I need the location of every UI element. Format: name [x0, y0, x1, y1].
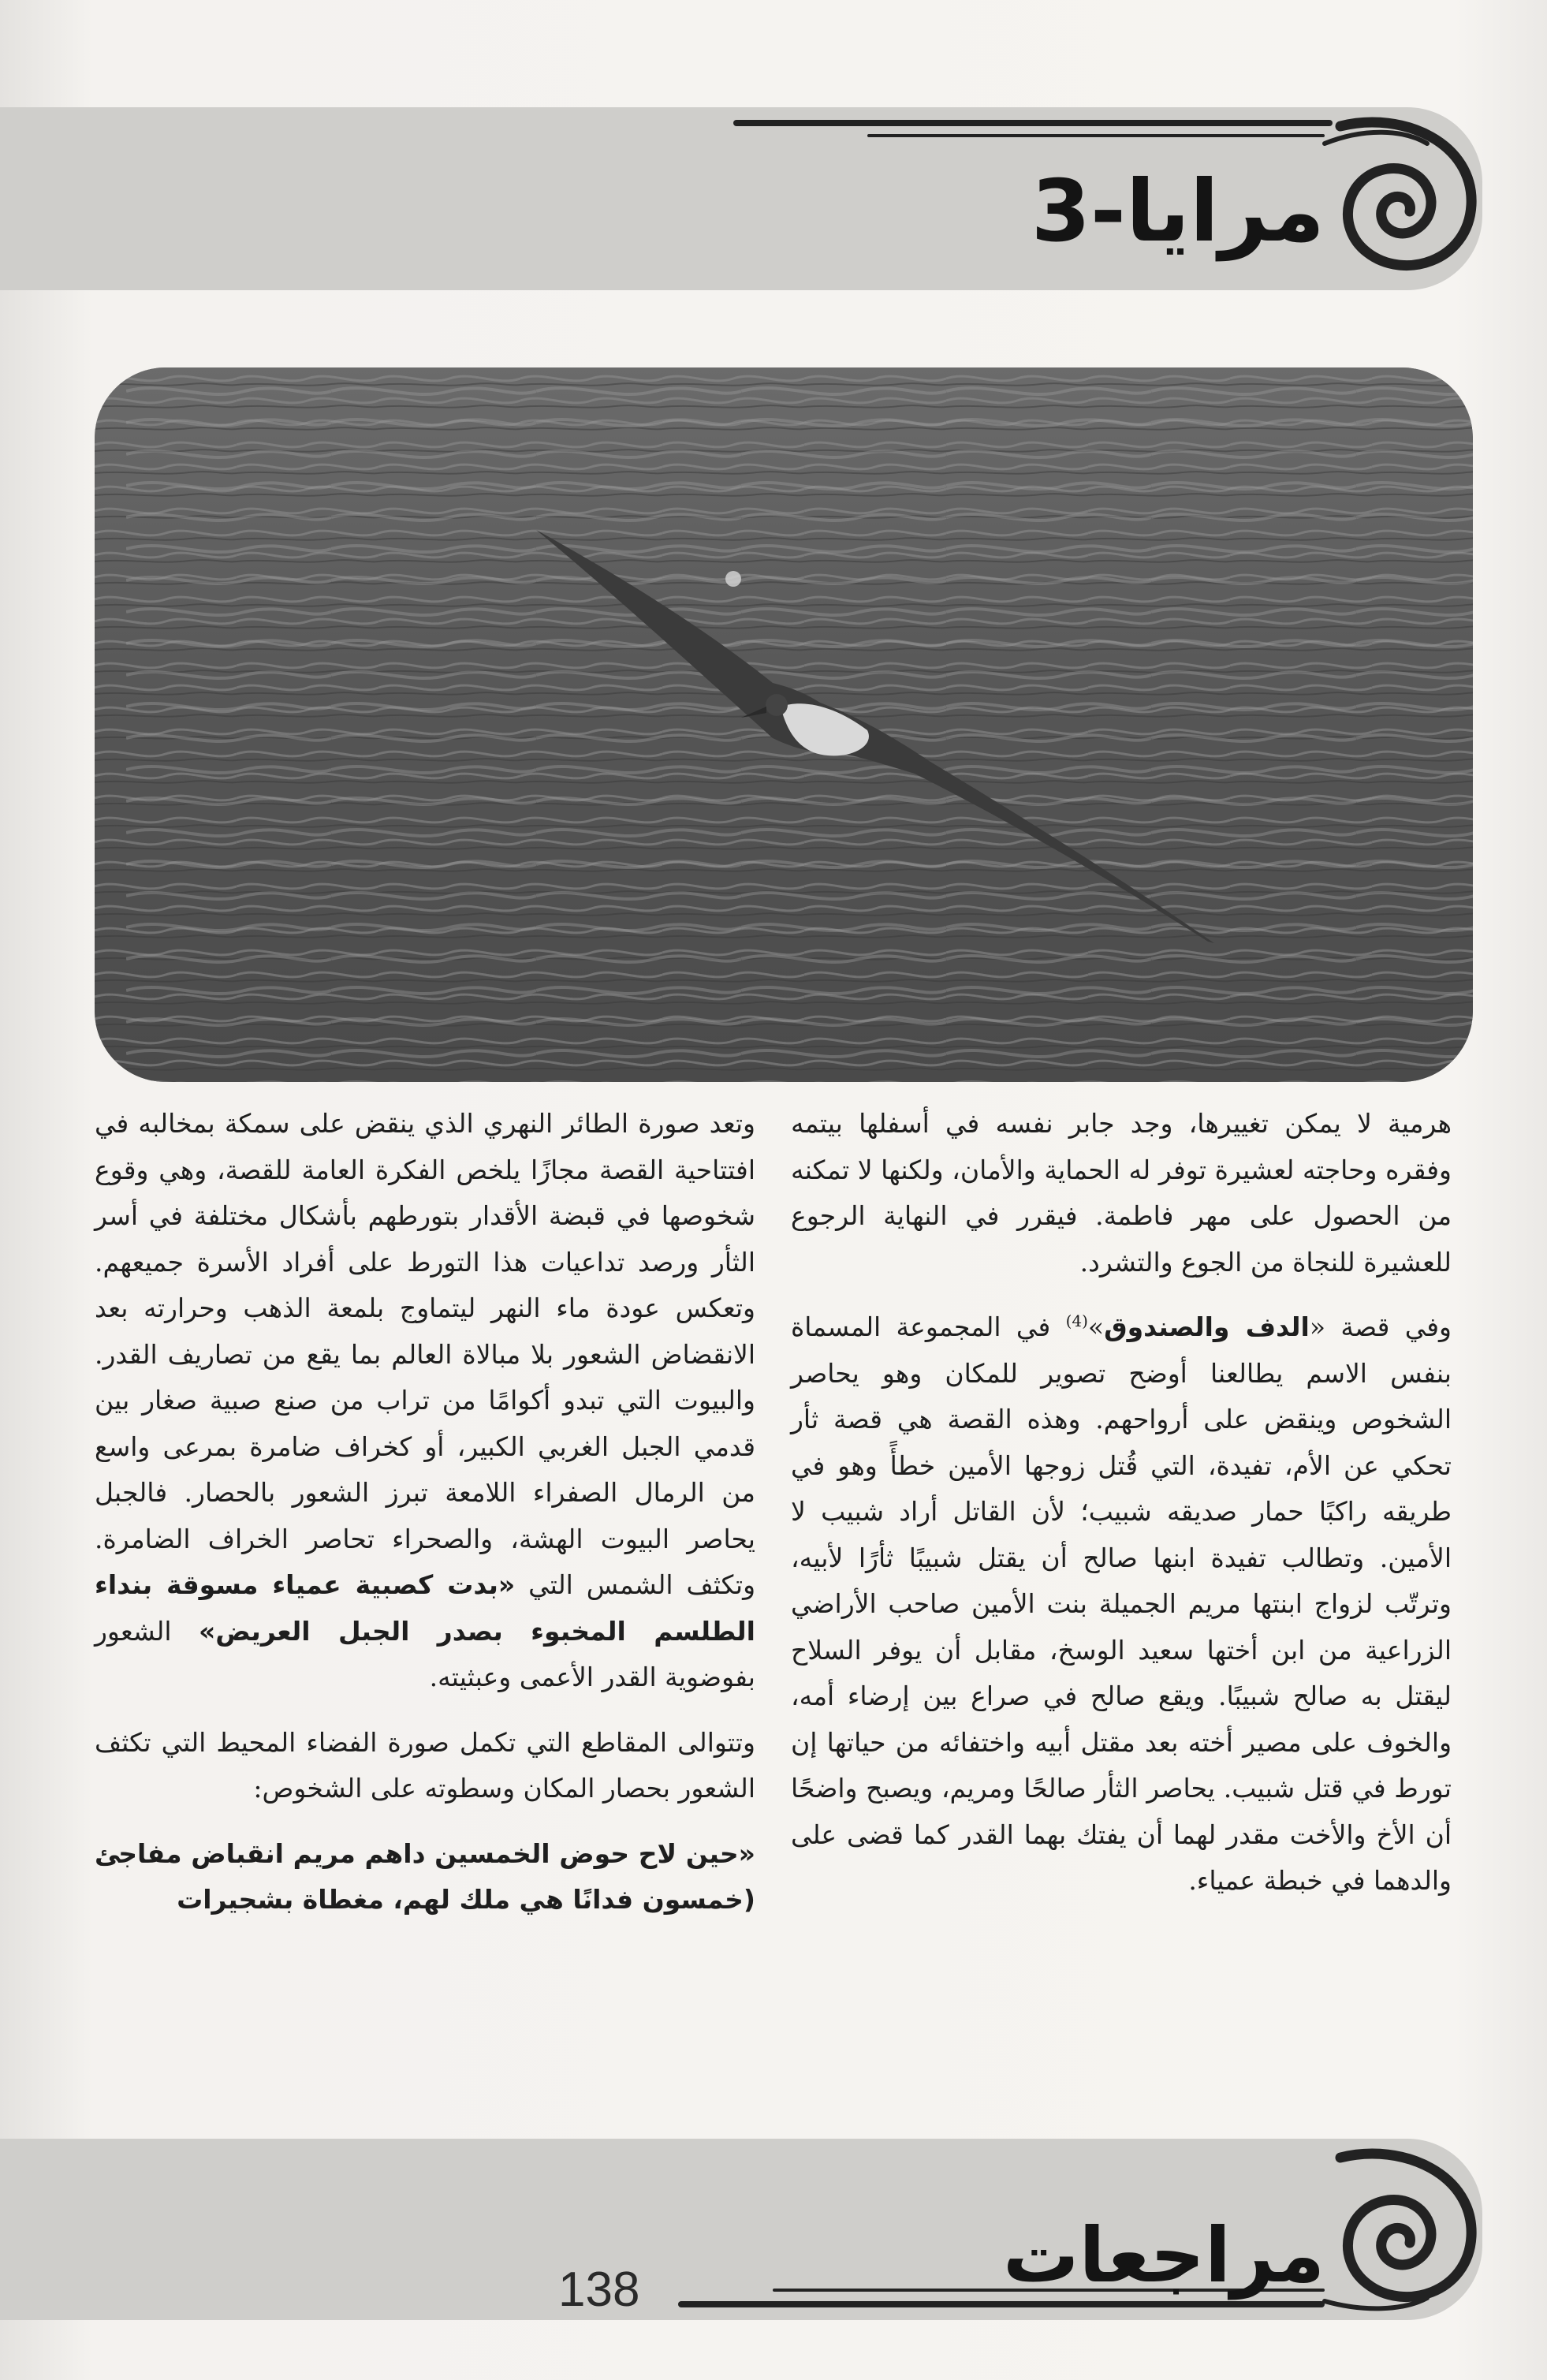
story-title: الدف والصندوق — [1104, 1311, 1310, 1342]
text-column-right — [791, 1101, 1452, 1904]
header-rule — [733, 120, 1333, 126]
footer-title: مراجعات — [1003, 2211, 1325, 2300]
paragraph: وتتوالى المقاطع التي تكمل صورة الفضاء المحيط التي تكثف الشعور بحصار المكان وسطوته على الشخوص: — [95, 1726, 755, 1804]
quote-mark: » — [1087, 1311, 1105, 1342]
header-rule-thin — [867, 134, 1325, 137]
paragraph — [791, 1304, 1452, 1904]
header-title: مرايا-3 — [1031, 162, 1325, 261]
bold-quote: «حين لاح حوض الخمسين داهم مريم انقباض مفاجئ (خمسون فدانًا هي ملك لهم، مغطاة بشجيرات — [95, 1837, 755, 1915]
text-column-left — [95, 1101, 755, 1923]
paragraph — [95, 1101, 755, 1701]
paragraph-end: الشعور بفوضوية القدر الأعمى وعبثيته. — [95, 1615, 755, 1692]
footnote-marker: (4) — [1065, 1311, 1088, 1330]
paragraph-body: وتعد صورة الطائر النهري الذي ينقض على سمكة بمخالبه في افتتاحية القصة مجازًا يلخص الفكرة العامة للقصة، وهي وقوع شخوصها في قبضة الأقدار بتورطهم بأشكال مختلفة في أسر الثأر ورصد تداعيات هذا التورط على أفراد الأسرة جميعهم. وتعكس عودة ماء النهر ليتماوج بلمعة الذهب وحرارته بعد الانقضاض الشعور بلا مبالاة العالم بما يقع من تصاريف القدر. والبيوت التي تبدو أكوامًا من تراب من صنع صبية صغار بين قدمي الجبل الغربي الكبير، أو كخراف ضامرة بمرعى واسع من الرمال الصفراء اللامعة تبرز الشعور بالحصار. فالجبل يحاصر البيوت الهشة، والصحراء تحاصر الخراف الضامرة. وتكثف الشمس التي — [95, 1108, 755, 1600]
page-number: 138 — [558, 2262, 640, 2317]
paragraph-lead: وفي قصة « — [1309, 1311, 1452, 1342]
paragraph-body: في المجموعة المسماة بنفس الاسم يطالعنا أوضح تصوير للمكان وهو يحاصر الشخوص وينقض على أرواحهم. وهذه القصة هي قصة ثأر تحكي عن الأم، تفيدة، التي قُتل زوجها الأمين خطأً وهو في طريقه راكبًا حمار صديقه شبيب؛ لأن القاتل أراد شبيب لا الأمين. وتطالب تفيدة ابنها صالح أن يقتل شبيبًا ثأرًا لأبيه، وترتّب لزواج ابنتها مريم الجميلة بنت الأمين صاحب الأراضي الزراعية من ابن أختها سعيد الوسخ، مقابل أن يوفر السلاح ليقتل به صالح شبيبًا. ويقع صالح في صراع بين إرضاء أمه، والخوف على مصير أخته بعد مقتل أبيه واختفائه من حياتها إن تورط في قتل شبيب. يحاصر الثأر صالحًا ومريم، ويصبح واضحًا أن الأخ والأخت مقدر لهما أن يفتك بهما القدر كما قضى على والدهما في خبطة عمياء. — [791, 1311, 1452, 1896]
paragraph — [95, 1831, 755, 1923]
spiral-ornament-icon — [1309, 2143, 1482, 2317]
bold-quote: «بدت كصبية عمياء مسوقة بنداء الطلسم المخبوء بصدر الجبل العريض» — [95, 1569, 755, 1647]
footer-rule — [678, 2301, 1325, 2307]
footer-band — [0, 2139, 1482, 2320]
photo-image — [95, 367, 1473, 1082]
spiral-ornament-icon — [1309, 112, 1482, 285]
paragraph: هرمية لا يمكن تغييرها، وجد جابر نفسه في أسفلها بيتمه وفقره وحاجته لعشيرة توفر له الحماية والأمان، ولكنها لا تمكنه من الحصول على مهر فاطمة. فيقرر في النهاية الرجوع للعشيرة للنجاة من الجوع والتشرد. — [791, 1108, 1452, 1278]
header-band — [0, 107, 1482, 290]
bird-over-water-photo — [95, 367, 1473, 1082]
